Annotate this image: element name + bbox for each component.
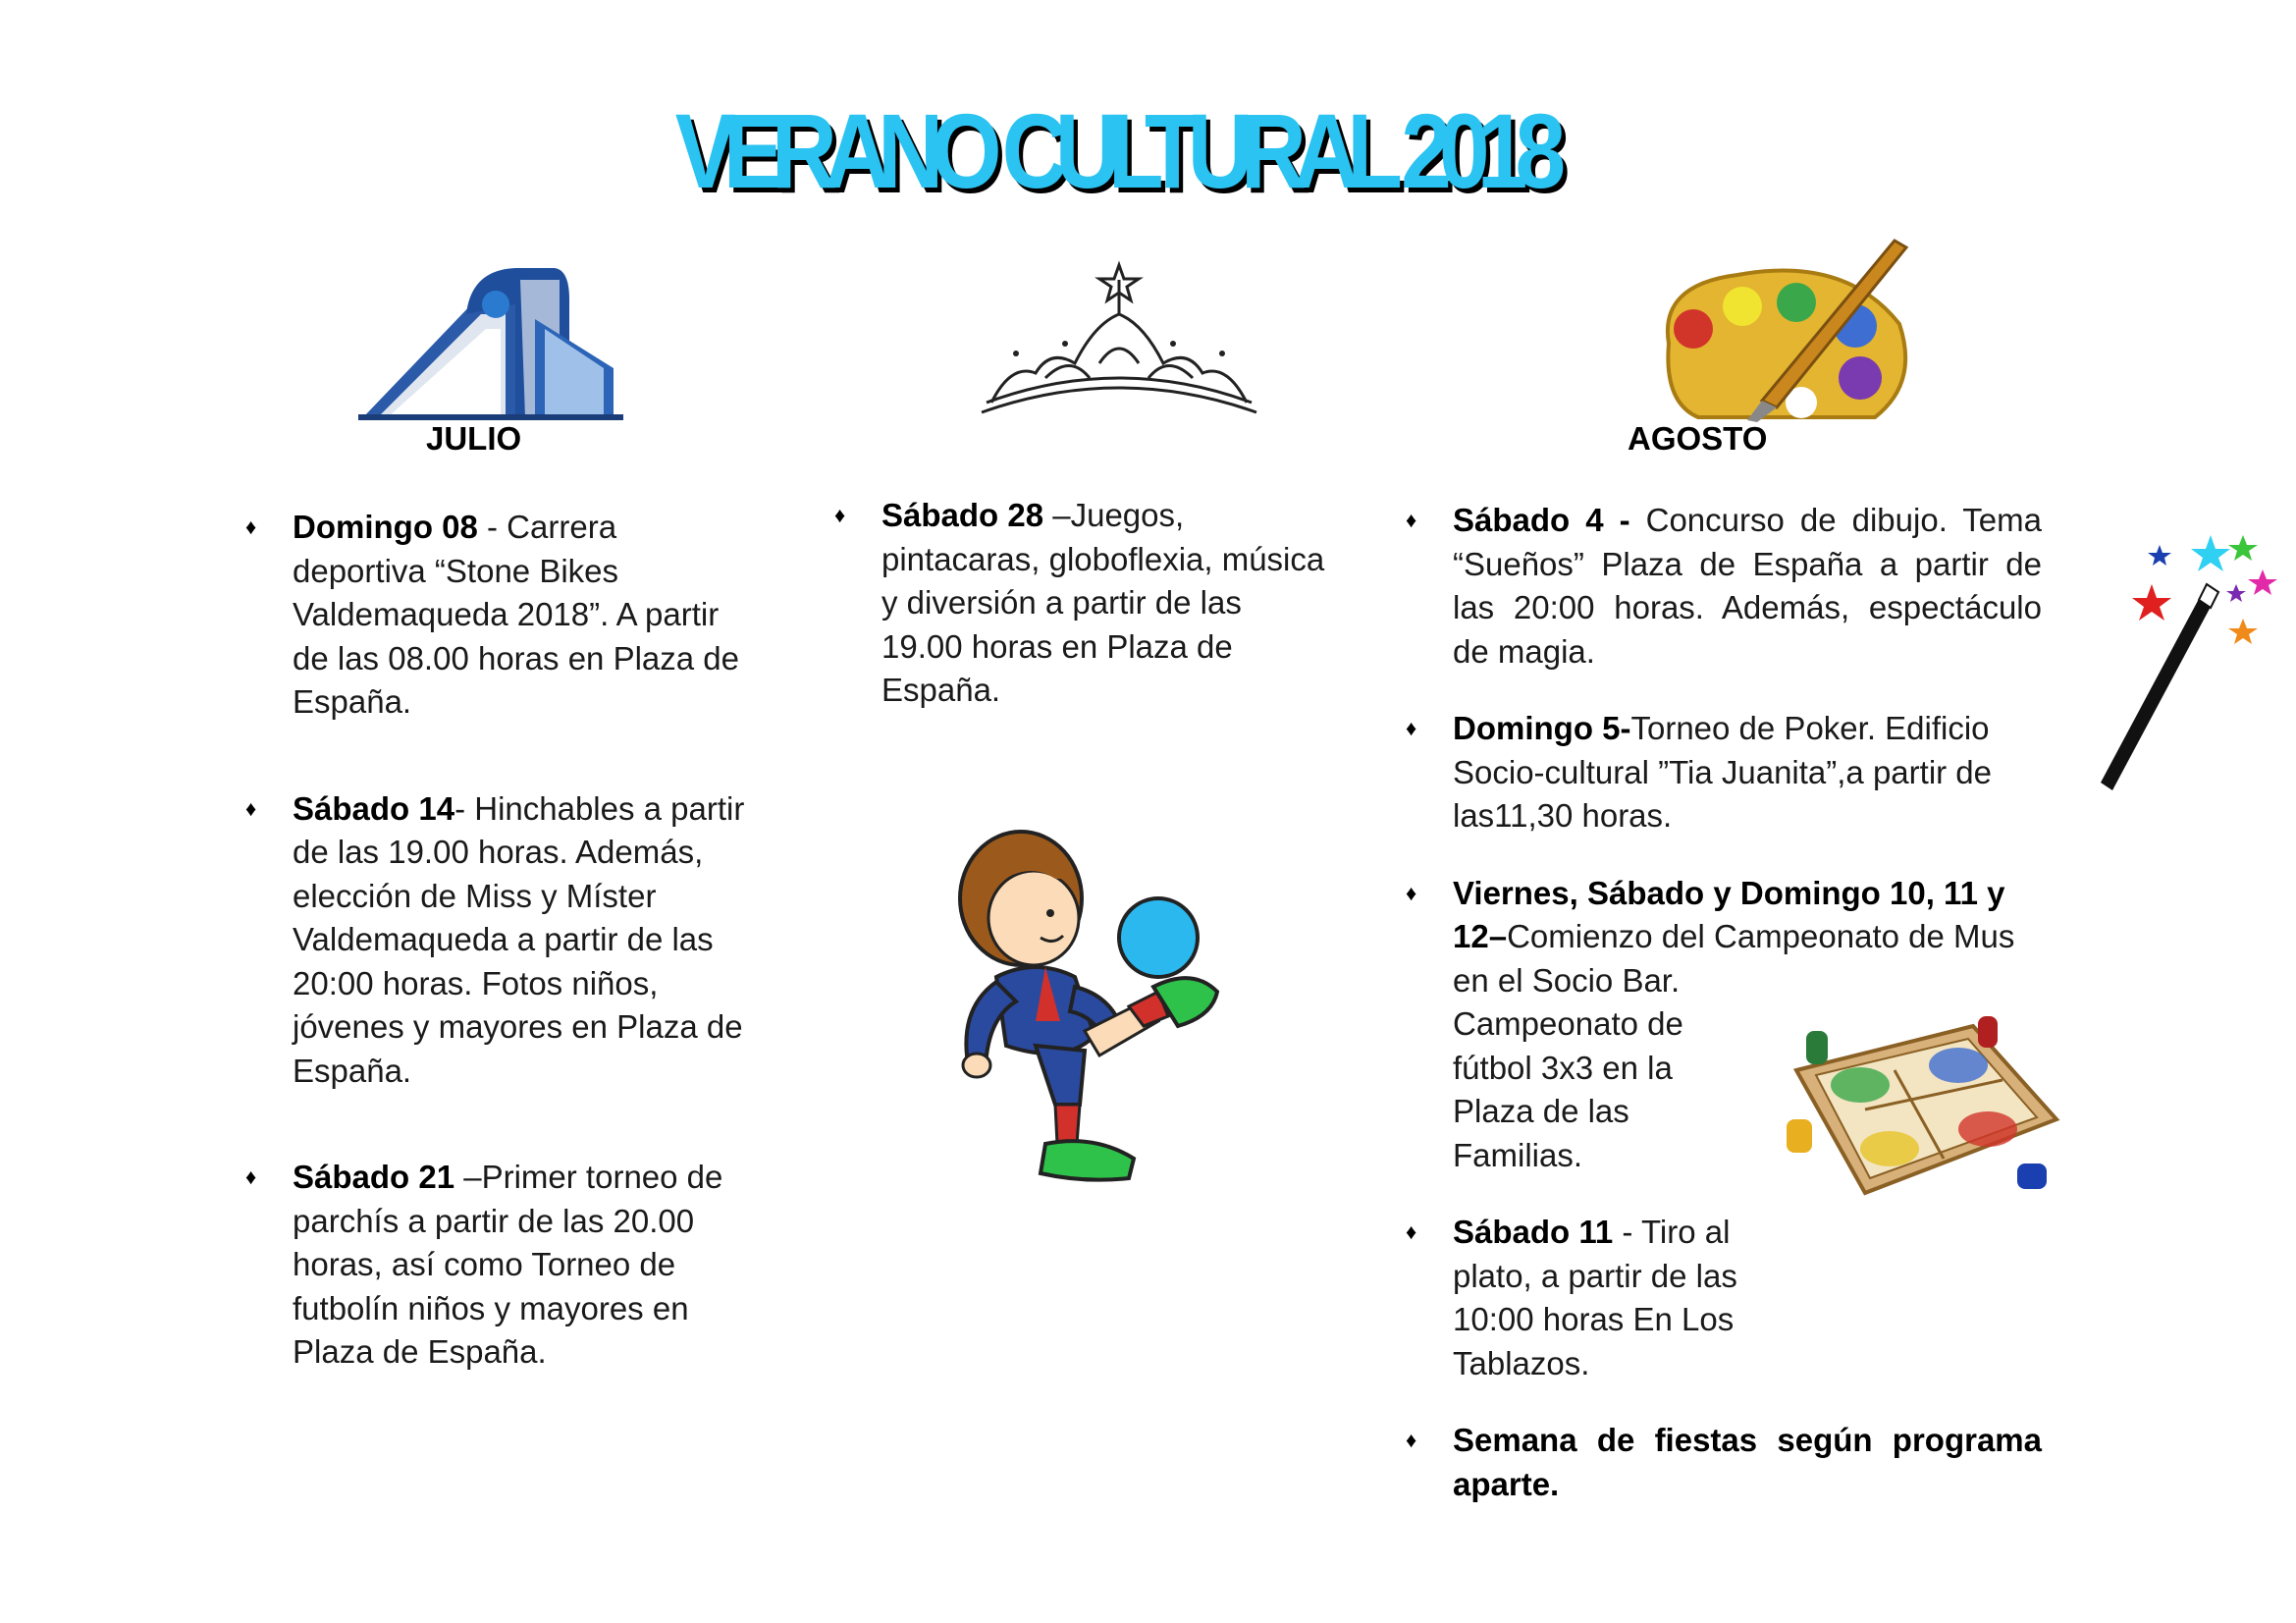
list-item — [245, 787, 756, 1094]
water-slide-icon — [358, 260, 623, 422]
event-date: Sábado 4 - — [1453, 502, 1630, 538]
event-date: Sábado 28 — [881, 497, 1044, 533]
list-item — [1406, 872, 2042, 1178]
bullet: ♦ — [1406, 1219, 1417, 1244]
event-date: Domingo 08 — [293, 509, 478, 545]
magic-wand-icon — [2101, 525, 2282, 800]
event-text: –Primer torneo de parchís a partir de las 20.00 horas, así como Torneo de futbolín niños y mayores en Plaza de España. — [293, 1159, 723, 1370]
bullet: ♦ — [1406, 1428, 1417, 1452]
list-item — [834, 494, 1325, 713]
july-column — [245, 506, 756, 1375]
bullet: ♦ — [245, 1164, 257, 1189]
tiara-icon — [972, 255, 1266, 422]
event-date: Sábado 11 — [1453, 1214, 1614, 1250]
month-august-label: AGOSTO — [1628, 420, 1768, 457]
july-column-2 — [834, 494, 1325, 713]
event-text: - Carrera deportiva “Stone Bikes Valdemaqueda 2018”. A partir de las 08.00 horas en Plaza de España. — [293, 509, 739, 720]
bullet: ♦ — [1406, 508, 1417, 532]
event-text: - Tiro al plato, a partir de las 10:00 horas En Los Tablazos. — [1453, 1214, 1737, 1381]
soccer-boy-icon — [947, 820, 1232, 1193]
list-item — [1406, 499, 2042, 674]
event-text: –Juegos, pintacaras, globoflexia, música y diversión a partir de las 19.00 horas en Plaza de España. — [881, 497, 1325, 708]
bullet: ♦ — [1406, 880, 1417, 905]
event-text: Torneo de Poker. Edificio Socio-cultural ”Tia Juanita”,a partir de las11,30 horas. — [1453, 710, 1993, 834]
paint-palette-icon — [1649, 236, 1914, 422]
event-text: Comienzo del Campeonato de Mus en el Socio Bar. — [1453, 918, 2015, 999]
event-date: Domingo 5- — [1453, 710, 1631, 746]
list-item — [245, 506, 756, 725]
list-item — [1406, 1211, 2042, 1385]
month-july-label: JULIO — [426, 420, 522, 457]
august-column — [1406, 499, 2042, 1506]
list-item — [1406, 707, 2042, 839]
event-text: - Hinchables a partir de las 19.00 horas. Además, elección de Miss y Míster Valdemaqueda a partir de las 20:00 horas. Fotos niños, jóvenes y mayores en Plaza de España. — [293, 789, 745, 1089]
bullet: ♦ — [245, 795, 257, 821]
event-extra-text: Campeonato de fútbol 3x3 en la Plaza de las Familias. — [1453, 1005, 1683, 1173]
event-date: Viernes, Sábado y Domingo 10, 11 y 12– — [1453, 874, 2005, 954]
page-title: VERANO CULTURAL 2018 — [674, 90, 1554, 210]
bullet: ♦ — [834, 503, 846, 527]
list-item — [245, 1156, 756, 1375]
event-date: Sábado 21 — [293, 1159, 455, 1195]
bullet: ♦ — [245, 514, 257, 539]
list-item — [1406, 1419, 2042, 1506]
bullet: ♦ — [1406, 716, 1417, 740]
event-date: Sábado 14 — [293, 789, 455, 827]
event-date: Semana de fiestas según programa aparte. — [1453, 1422, 2042, 1502]
event-text: Concurso de dibujo. Tema “Sueños” Plaza de España a partir de las 20:00 horas. Además, espectáculo de magia. — [1453, 502, 2042, 670]
